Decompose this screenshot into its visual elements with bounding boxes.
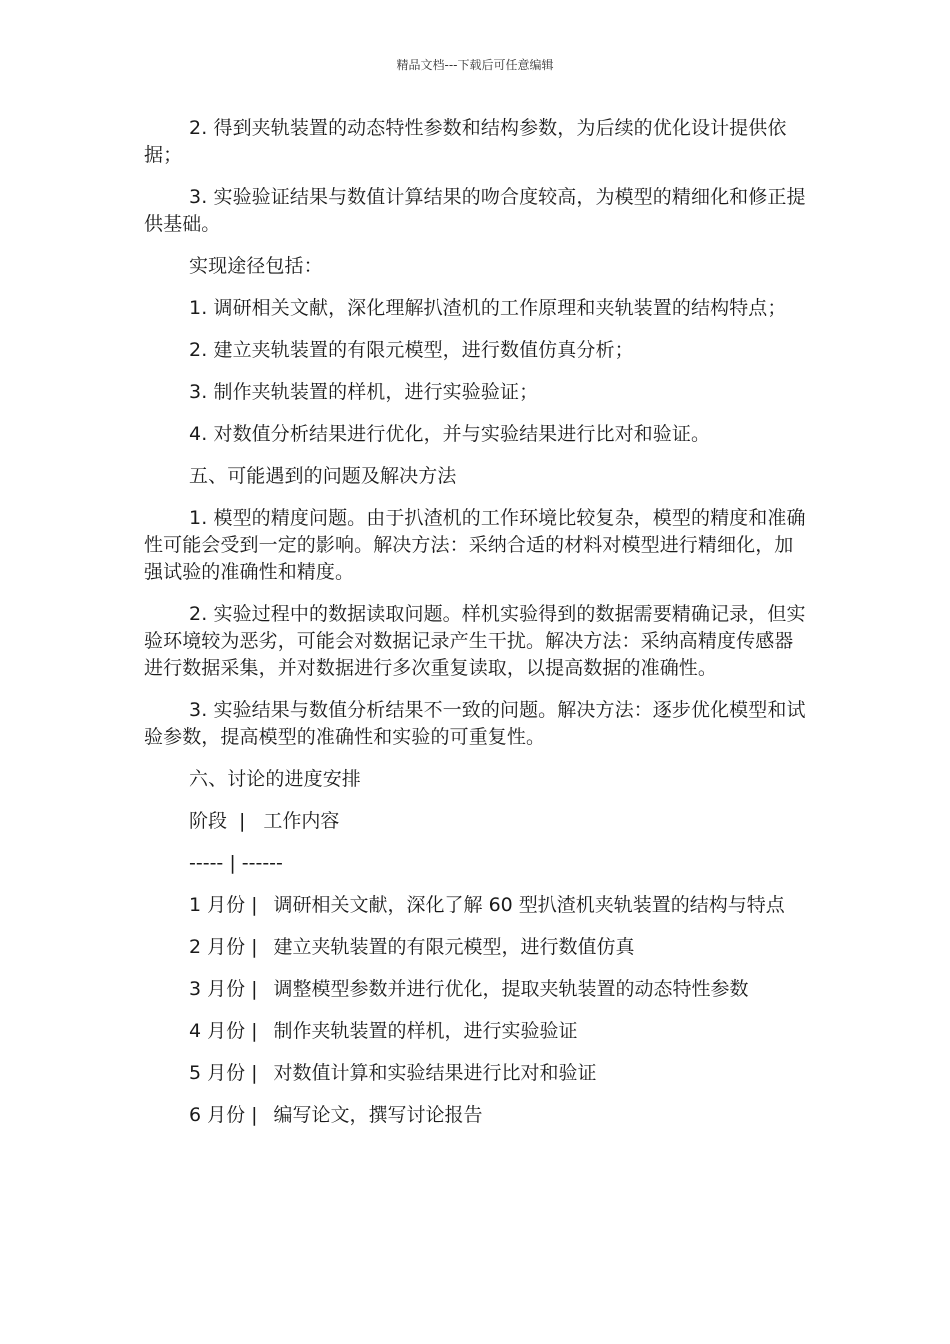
paragraph-approach-1: 1. 调研相关文献，深化理解扒渣机的工作原理和夹轨装置的结构特点；	[189, 297, 787, 319]
schedule-header-stage: 阶段	[189, 810, 228, 832]
paragraph-goal-2: 2. 得到夹轨装置的动态特性参数和结构参数，为后续的优化设计提供依据；	[144, 117, 787, 166]
schedule-stage: 4 月份	[189, 1020, 246, 1042]
paragraph-goal-3: 3. 实验验证结果与数值计算结果的吻合度较高，为模型的精细化和修正提供基础。	[144, 186, 806, 235]
table-row	[144, 892, 808, 919]
schedule-separator: |	[251, 1104, 258, 1126]
schedule-content: 对数值计算和实验结果进行比对和验证	[273, 1062, 597, 1084]
table-row	[144, 976, 808, 1003]
document-body	[144, 115, 808, 1144]
schedule-separator: |	[251, 1020, 258, 1042]
schedule-content: 调研相关文献，深化了解 60 型扒渣机夹轨装置的结构与特点	[273, 894, 785, 916]
schedule-content: 制作夹轨装置的样机，进行实验验证	[273, 1020, 578, 1042]
schedule-table	[144, 808, 808, 1129]
paragraph-problem-3: 3. 实验结果与数值分析结果不一致的问题。解决方法：逐步优化模型和试验参数，提高模型的准确性和实验的可重复性。	[144, 699, 806, 748]
table-row	[144, 1018, 808, 1045]
schedule-stage: 1 月份	[189, 894, 246, 916]
table-row	[144, 934, 808, 961]
schedule-stage: 3 月份	[189, 978, 246, 1000]
schedule-table-divider: ----- | ------	[189, 852, 283, 874]
paragraph-approach-intro: 实现途径包括：	[189, 255, 323, 277]
schedule-header-content: 工作内容	[263, 810, 340, 832]
section-heading-schedule: 六、讨论的进度安排	[189, 768, 361, 790]
schedule-header-separator: |	[239, 810, 246, 832]
page-header: 精品文档---下载后可任意编辑	[396, 58, 554, 72]
table-row	[144, 1102, 808, 1129]
paragraph-approach-4: 4. 对数值分析结果进行优化，并与实验结果进行比对和验证。	[189, 423, 711, 445]
paragraph-approach-3: 3. 制作夹轨装置的样机，进行实验验证；	[189, 381, 539, 403]
schedule-separator: |	[251, 894, 258, 916]
schedule-separator: |	[251, 1062, 258, 1084]
schedule-content: 建立夹轨装置的有限元模型，进行数值仿真	[273, 936, 635, 958]
schedule-separator: |	[251, 978, 258, 1000]
table-row	[144, 1060, 808, 1087]
schedule-stage: 5 月份	[189, 1062, 246, 1084]
schedule-table-header	[144, 808, 808, 835]
section-heading-problems: 五、可能遇到的问题及解决方法	[189, 465, 457, 487]
schedule-stage: 6 月份	[189, 1104, 246, 1126]
paragraph-approach-2: 2. 建立夹轨装置的有限元模型，进行数值仿真分析；	[189, 339, 634, 361]
schedule-stage: 2 月份	[189, 936, 246, 958]
schedule-content: 调整模型参数并进行优化，提取夹轨装置的动态特性参数	[273, 978, 749, 1000]
paragraph-problem-1: 1. 模型的精度问题。由于扒渣机的工作环境比较复杂，模型的精度和准确性可能会受到一定的影响。解决方法：采纳合适的材料对模型进行精细化，加强试验的准确性和精度。	[144, 507, 806, 583]
schedule-separator: |	[251, 936, 258, 958]
schedule-content: 编写论文，撰写讨论报告	[273, 1104, 483, 1126]
paragraph-problem-2: 2. 实验过程中的数据读取问题。样机实验得到的数据需要精确记录，但实验环境较为恶劣，可能会对数据记录产生干扰。解决方法：采纳高精度传感器进行数据采集，并对数据进行多次重复读取，以提高数据的准确性。	[144, 603, 806, 679]
